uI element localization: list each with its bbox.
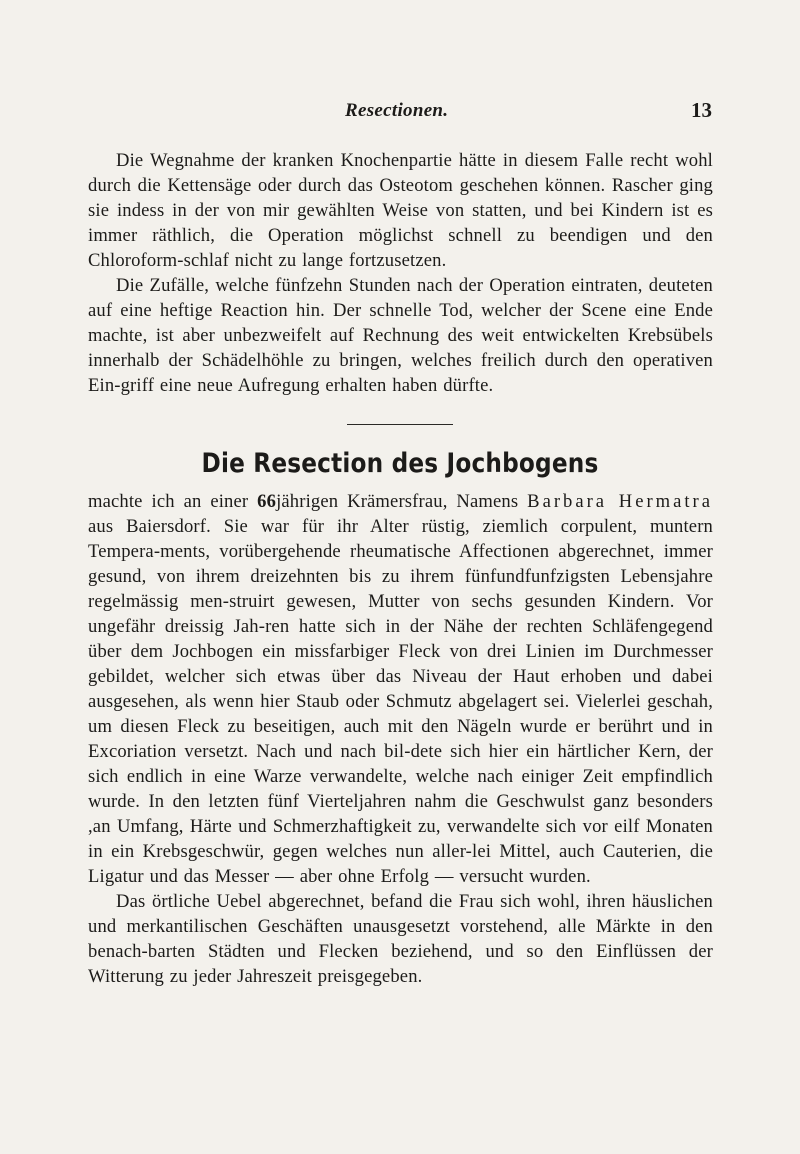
paragraph: Die Zufälle, welche fünfzehn Stunden nach der Operation eintraten, deuteten auf eine heftige Reaction hin. Der schnelle Tod, welcher der Scene eine Ende machte, ist aber unbezweifelt auf Rechnung des weit entwickelten Krebsübels innerhalb der Schädelhöhle zu bringen, welches freilich durch den operativen Ein-griff eine neue Aufregung erhalten haben dürfte. (88, 275, 713, 396)
paragraph: Das örtliche Uebel abgerechnet, befand die Frau sich wohl, ihren häuslichen und merkantilischen Geschäften unausgesetzt vorstehend, alle Märkte in den benach-barten Städten und Flecken beziehend, und so den Einflüssen der Witterung zu jeder Jahreszeit preisgegeben. (88, 891, 713, 987)
text-block-bottom (88, 489, 713, 989)
section-divider-rule (347, 424, 453, 425)
running-title: Resectionen. (345, 100, 449, 121)
patient-name: Barbara Hermatra (527, 491, 713, 512)
text-block-top (88, 148, 713, 398)
running-head (0, 100, 800, 130)
section-heading: Die Resection des Jochbogens (201, 448, 599, 479)
age-number: 66 (257, 491, 277, 512)
paragraph (88, 489, 713, 889)
paragraph-text: aus Baiersdorf. Sie war für ihr Alter rüstig, ziemlich corpulent, muntern Tempera-ments, vorübergehende rheumatische Affectionen abgerechnet, immer gesund, von ihrem dreizehnten bis zu ihrem fünfundfunfzigsten Lebensjahre regelmässig men-struirt gewesen, Mutter von sechs gesunden Kindern. Vor ungefähr dreissig Jah-ren hatte sich in der Nähe der rechten Schläfengegend über dem Jochbogen ein missfarbiger Fleck von drei Linien im Durchmesser gebildet, welcher sich etwas über das Niveau der Haut erhoben und dabei ausgesehen, als wenn hier Staub oder Schmutz abgelagert sei. Vielerlei geschah, um diesen Fleck zu beseitigen, auch mit den Nägeln wurde er berührt und in Excoriation versetzt. Nach und nach bil-dete sich hier ein härtlicher Kern, der sich endlich in eine Warze verwandelte, welche nach einiger Zeit empfindlich wurde. In den letzten fünf Vierteljahren nahm die Geschwulst ganz besonders ,an Umfang, Härte und Schmerzhaftigkeit zu, verwandelte sich vor eilf Monaten in ein Krebsgeschwür, gegen welches nun aller-lei Mittel, auch Cauterien, die Ligatur und das Messer — aber ohne Erfolg — versucht wurden. (88, 516, 713, 887)
paragraph: Die Wegnahme der kranken Knochenpartie hätte in diesem Falle recht wohl durch die Kettensäge oder durch das Osteotom geschehen können. Rascher ging sie indess in der von mir gewählten Weise von statten, und bei Kindern ist es immer räthlich, die Operation möglichst schnell zu beendigen und den Chloroform-schlaf nicht zu lange fortzusetzen. (88, 150, 713, 271)
paragraph-text: machte ich an einer (88, 491, 258, 512)
paragraph-text: jährigen Krämersfrau, Namens (276, 491, 528, 512)
page-number: 13 (691, 98, 712, 122)
